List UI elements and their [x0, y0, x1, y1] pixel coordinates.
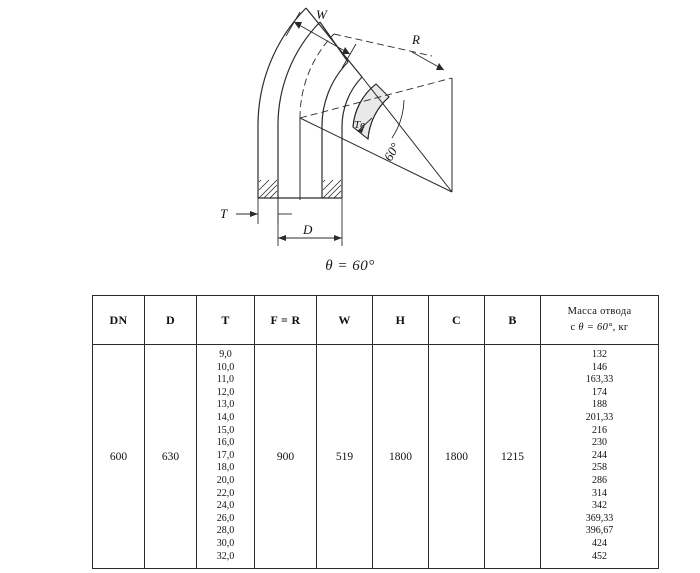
wall-thickness-value: 18,0 — [216, 462, 235, 474]
mass-value: 286 — [592, 474, 607, 486]
mass-value: 188 — [592, 399, 607, 411]
cell-b: 1215 — [485, 345, 541, 569]
wall-thickness-value: 24,0 — [216, 500, 235, 512]
header-t: T — [197, 296, 255, 345]
mass-value: 146 — [592, 361, 607, 373]
mass-value: 163,33 — [585, 374, 614, 386]
header-h: H — [373, 296, 429, 345]
header-mass — [541, 296, 659, 345]
header-mass-suffix: , кг — [612, 322, 629, 333]
wall-thickness-value: 9,0 — [219, 349, 232, 360]
header-mass-theta: θ = 60° — [578, 322, 613, 333]
label-t: T — [220, 206, 228, 221]
table-header-row — [93, 296, 659, 345]
header-mass-line1: Масса отвода — [567, 306, 632, 318]
dimensions-table-wrapper — [92, 295, 632, 569]
mass-value: 258 — [592, 462, 607, 474]
cell-w: 519 — [317, 345, 373, 569]
header-w: W — [317, 296, 373, 345]
wall-thickness-value: 15,0 — [216, 424, 235, 436]
label-angle-60: 60° — [380, 140, 403, 164]
mass-value: 174 — [592, 386, 607, 398]
wall-thickness-value: 22,0 — [216, 487, 235, 499]
wall-thickness-value: 11,0 — [216, 374, 235, 386]
mass-value: 132 — [592, 349, 607, 360]
label-w: W — [316, 7, 327, 22]
cell-mass-list — [541, 345, 659, 569]
elbow-outline — [258, 0, 366, 198]
header-c: C — [429, 296, 485, 345]
wall-thickness-value: 17,0 — [216, 449, 235, 461]
table-row — [93, 345, 659, 569]
mass-value: 424 — [592, 537, 607, 549]
header-f-r: F = R — [255, 296, 317, 345]
mass-value: 452 — [592, 550, 607, 562]
header-mass-line2 — [570, 322, 628, 333]
mass-value: 216 — [592, 424, 607, 436]
mass-value: 244 — [592, 449, 607, 461]
mass-value: 369,33 — [585, 512, 614, 524]
cell-dn: 600 — [93, 345, 145, 569]
dimensions-table — [92, 295, 659, 569]
cell-d: 630 — [145, 345, 197, 569]
wall-thickness-value: 12,0 — [216, 386, 235, 398]
mass-value: 230 — [592, 437, 607, 449]
cell-c: 1800 — [429, 345, 485, 569]
drawing-caption: θ = 60° — [325, 258, 375, 274]
cell-t-list — [197, 345, 255, 569]
header-dn: DN — [93, 296, 145, 345]
wall-thickness-value: 30,0 — [216, 537, 235, 549]
label-d: D — [303, 222, 313, 237]
cell-f-r: 900 — [255, 345, 317, 569]
label-r: R — [412, 32, 420, 47]
wall-thickness-value: 28,0 — [216, 525, 235, 537]
wall-thickness-value: 14,0 — [216, 411, 235, 423]
mass-value: 342 — [592, 500, 607, 512]
wall-thickness-value: 20,0 — [216, 474, 235, 486]
wall-thickness-value: 16,0 — [216, 437, 235, 449]
dimension-t — [236, 198, 292, 224]
wall-thickness-value: 10,0 — [216, 361, 235, 373]
mass-value: 314 — [592, 487, 607, 499]
label-tv: Tв — [354, 119, 365, 131]
wall-thickness-value: 26,0 — [216, 512, 235, 524]
wall-thickness-value: 32,0 — [216, 550, 235, 562]
header-b: B — [485, 296, 541, 345]
mass-value: 396,67 — [585, 525, 614, 537]
mass-value: 201,33 — [585, 411, 614, 423]
cell-h: 1800 — [373, 345, 429, 569]
header-d: D — [145, 296, 197, 345]
header-mass-prefix: с — [570, 322, 579, 333]
wall-thickness-value: 13,0 — [216, 399, 235, 411]
